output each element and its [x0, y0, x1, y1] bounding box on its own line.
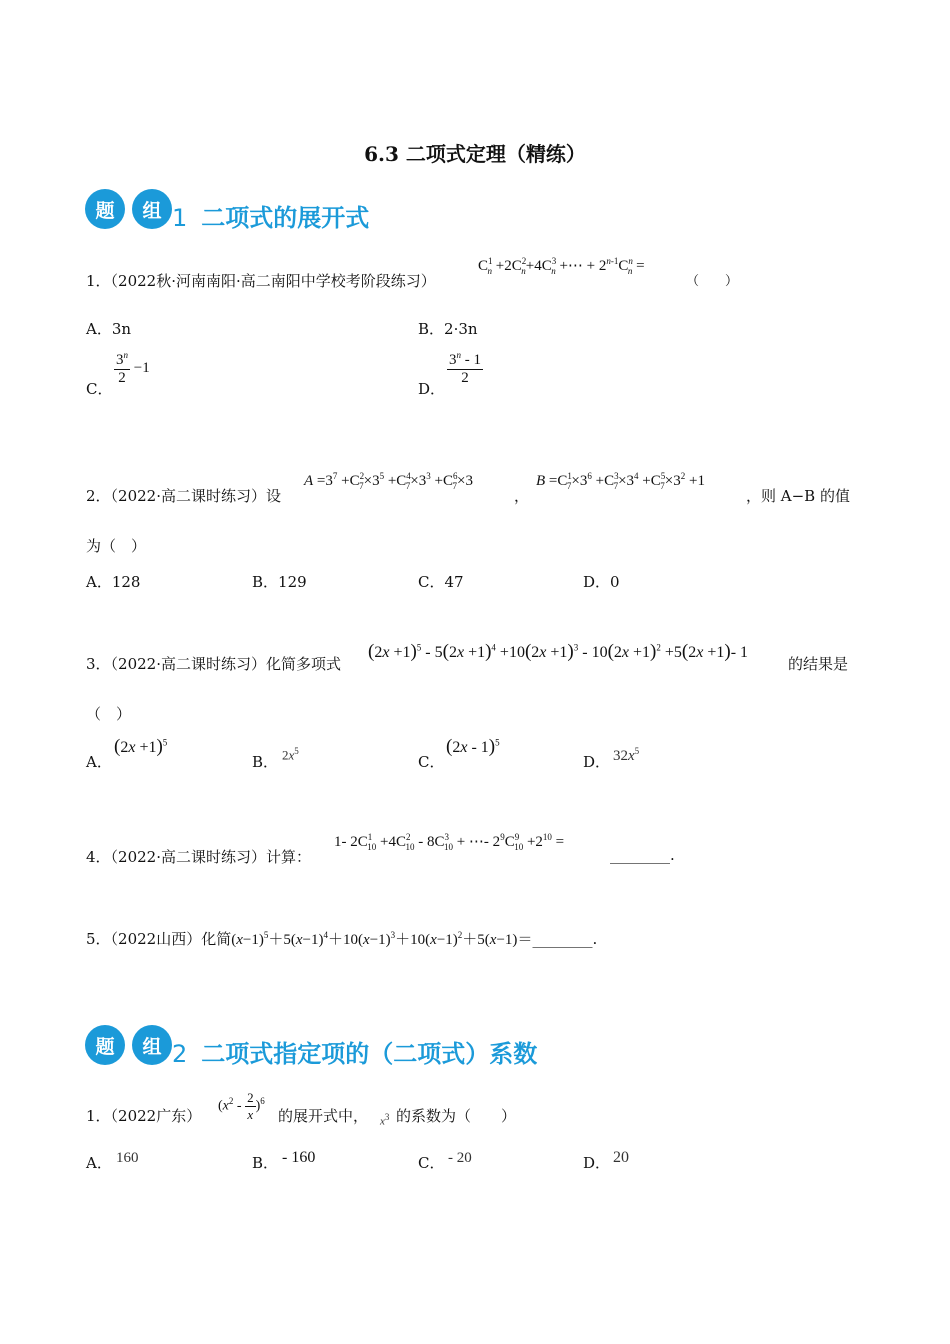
s1-q1-option-c[interactable]: C． — [86, 380, 113, 398]
s1-q5-source: （2022山西）化简 — [110, 930, 232, 948]
section-1-heading — [172, 198, 369, 233]
s1-q2-formula-b: $B =C^1_7\times 3^6 +C^3_7\times 3^4 +C^5_7\times 3^2 +1$ — [536, 471, 705, 491]
s1-q1-option-c-formula: $\frac{3^n}{2}$ −1 — [116, 350, 150, 386]
s1-q3-option-b[interactable]: B． — [252, 753, 279, 771]
s1-q1-source: （2022秋·河南南阳·高二南阳中学校考阶段练习） — [110, 272, 436, 290]
s1-q1-stem — [86, 270, 436, 291]
s1-q2-option-a[interactable]: A．128 — [86, 573, 141, 591]
s2-q1-option-a[interactable]: A． — [86, 1154, 112, 1172]
s1-q4-source: （2022·高二课时练习）计算： — [110, 848, 311, 866]
s1-q5-number: 5． — [86, 930, 111, 948]
s2-q1-term: $x^3$ — [380, 1112, 390, 1128]
s1-q3-option-d-formula: $32x^5$ — [613, 746, 640, 764]
s1-q3-option-c[interactable]: C． — [418, 753, 445, 771]
s2-q1-number: 1． — [86, 1107, 111, 1125]
s2-q1-option-c[interactable]: C． — [418, 1154, 445, 1172]
s1-q3-option-b-formula: $2x^5$ — [282, 746, 299, 763]
s1-q5-formula: $(x-1)^5+5(x-1)^4+10(x-1)^3+10(x-1)^2+5(x-1)$ — [231, 930, 518, 948]
section-1-number: 1 — [172, 204, 188, 232]
s1-q3-option-a-formula: $(2x +1)^5$ — [114, 736, 168, 757]
section-2-number: 2 — [172, 1040, 188, 1068]
s1-q1-number: 1． — [86, 272, 111, 290]
s2-q1-mid: 的展开式中， — [278, 1107, 369, 1125]
s1-q1-formula: $C^1_n +2C^2_n+4C^3_n$ +⋯ + $2^{n-1}C^n_n$ = — [478, 256, 645, 276]
s1-q3-line2: （ ） — [86, 705, 132, 723]
s1-q2-stem — [86, 485, 281, 506]
s1-q3-number: 3． — [86, 655, 111, 673]
s1-q2-formula-a: $A =3^7 +C^2_7\times 3^5 +C^4_7\times 3^3 +C^6_7\times 3$ — [304, 471, 473, 491]
group-badge-char-zu-2: 组 — [132, 1025, 172, 1065]
s2-q1-source: （2022广东） — [110, 1107, 202, 1125]
s1-q3-formula: $(2x +1)^5 - 5(2x +1)^4 +10(2x +1)^3 - 10(2x +1)^2 +5(2x +1)-$ 1 — [368, 641, 749, 662]
s1-q5-answer-blank[interactable]: ＝________. — [517, 930, 598, 948]
group-badge-char-zu: 组 — [132, 189, 172, 229]
s2-q1-option-d-value: 20 — [613, 1149, 629, 1166]
s2-q1-option-b-value: - 160 — [282, 1149, 316, 1166]
s1-q3-tail: 的结果是 — [788, 655, 849, 673]
s1-q3-source: （2022·高二课时练习）化简多项式 — [110, 655, 341, 673]
s1-q2-option-d[interactable]: D．0 — [583, 573, 620, 591]
s1-q2-option-b[interactable]: B．129 — [252, 573, 307, 591]
group-badge-char-ti: 题 — [85, 189, 125, 229]
s2-q1-tail: 的系数为（ ） — [396, 1107, 517, 1125]
s1-q3-option-c-formula: (2x - 1)$^5$ — [446, 736, 500, 757]
s1-q1-option-a[interactable]: A．3n — [86, 320, 132, 338]
page-title: 6.3 二项式定理（精练） — [364, 142, 586, 166]
s1-q2-source: （2022·高二课时练习）设 — [110, 487, 281, 505]
section-2-heading — [172, 1034, 537, 1069]
s1-q2-option-c[interactable]: C．47 — [418, 573, 464, 591]
s1-q4-answer-blank[interactable]: ________. — [610, 846, 675, 864]
s2-q1-option-d[interactable]: D． — [583, 1154, 611, 1172]
s1-q2-number: 2． — [86, 487, 111, 505]
s2-q1-formula: ($x^2$ - $\frac{2}{x}$ )$^6$ — [218, 1090, 265, 1122]
s1-q1-option-d[interactable]: D． — [418, 380, 446, 398]
s1-q2-tail: ，则 A−B 的值 — [746, 487, 850, 505]
section-2-title: 二项式指定项的（二项式）系数 — [201, 1040, 538, 1068]
section-1-title: 二项式的展开式 — [201, 204, 370, 232]
s2-q1-stem-start — [86, 1105, 201, 1126]
s1-q4-stem — [86, 846, 311, 867]
s1-q1-option-b[interactable]: B．2·3n — [418, 320, 478, 338]
group-badge-char-ti-2: 题 — [85, 1025, 125, 1065]
s1-q3-option-a[interactable]: A． — [86, 753, 112, 771]
s1-q3-stem — [86, 653, 341, 674]
s1-q4-number: 4． — [86, 848, 111, 866]
s1-q1-option-d-formula: $\frac{3^n - 1}{2}$ — [449, 350, 481, 386]
s2-q1-option-b[interactable]: B． — [252, 1154, 279, 1172]
s1-q1-answer-paren: （ ） — [686, 274, 739, 289]
s1-q5-stem — [86, 928, 597, 949]
s2-q1-option-a-value: 160 — [116, 1150, 139, 1166]
s1-q2-separator: ， — [514, 487, 530, 505]
s1-q4-formula: 1- $2C^1_{10} +4C^2_{10} - 8C^3_{10}$ + ⋯- $2^9C^9_{10} +2^{10}$ = — [334, 832, 565, 852]
s1-q2-line2: 为（ ） — [86, 537, 147, 555]
s2-q1-option-c-value: - 20 — [448, 1150, 472, 1166]
s1-q3-option-d[interactable]: D． — [583, 753, 611, 771]
